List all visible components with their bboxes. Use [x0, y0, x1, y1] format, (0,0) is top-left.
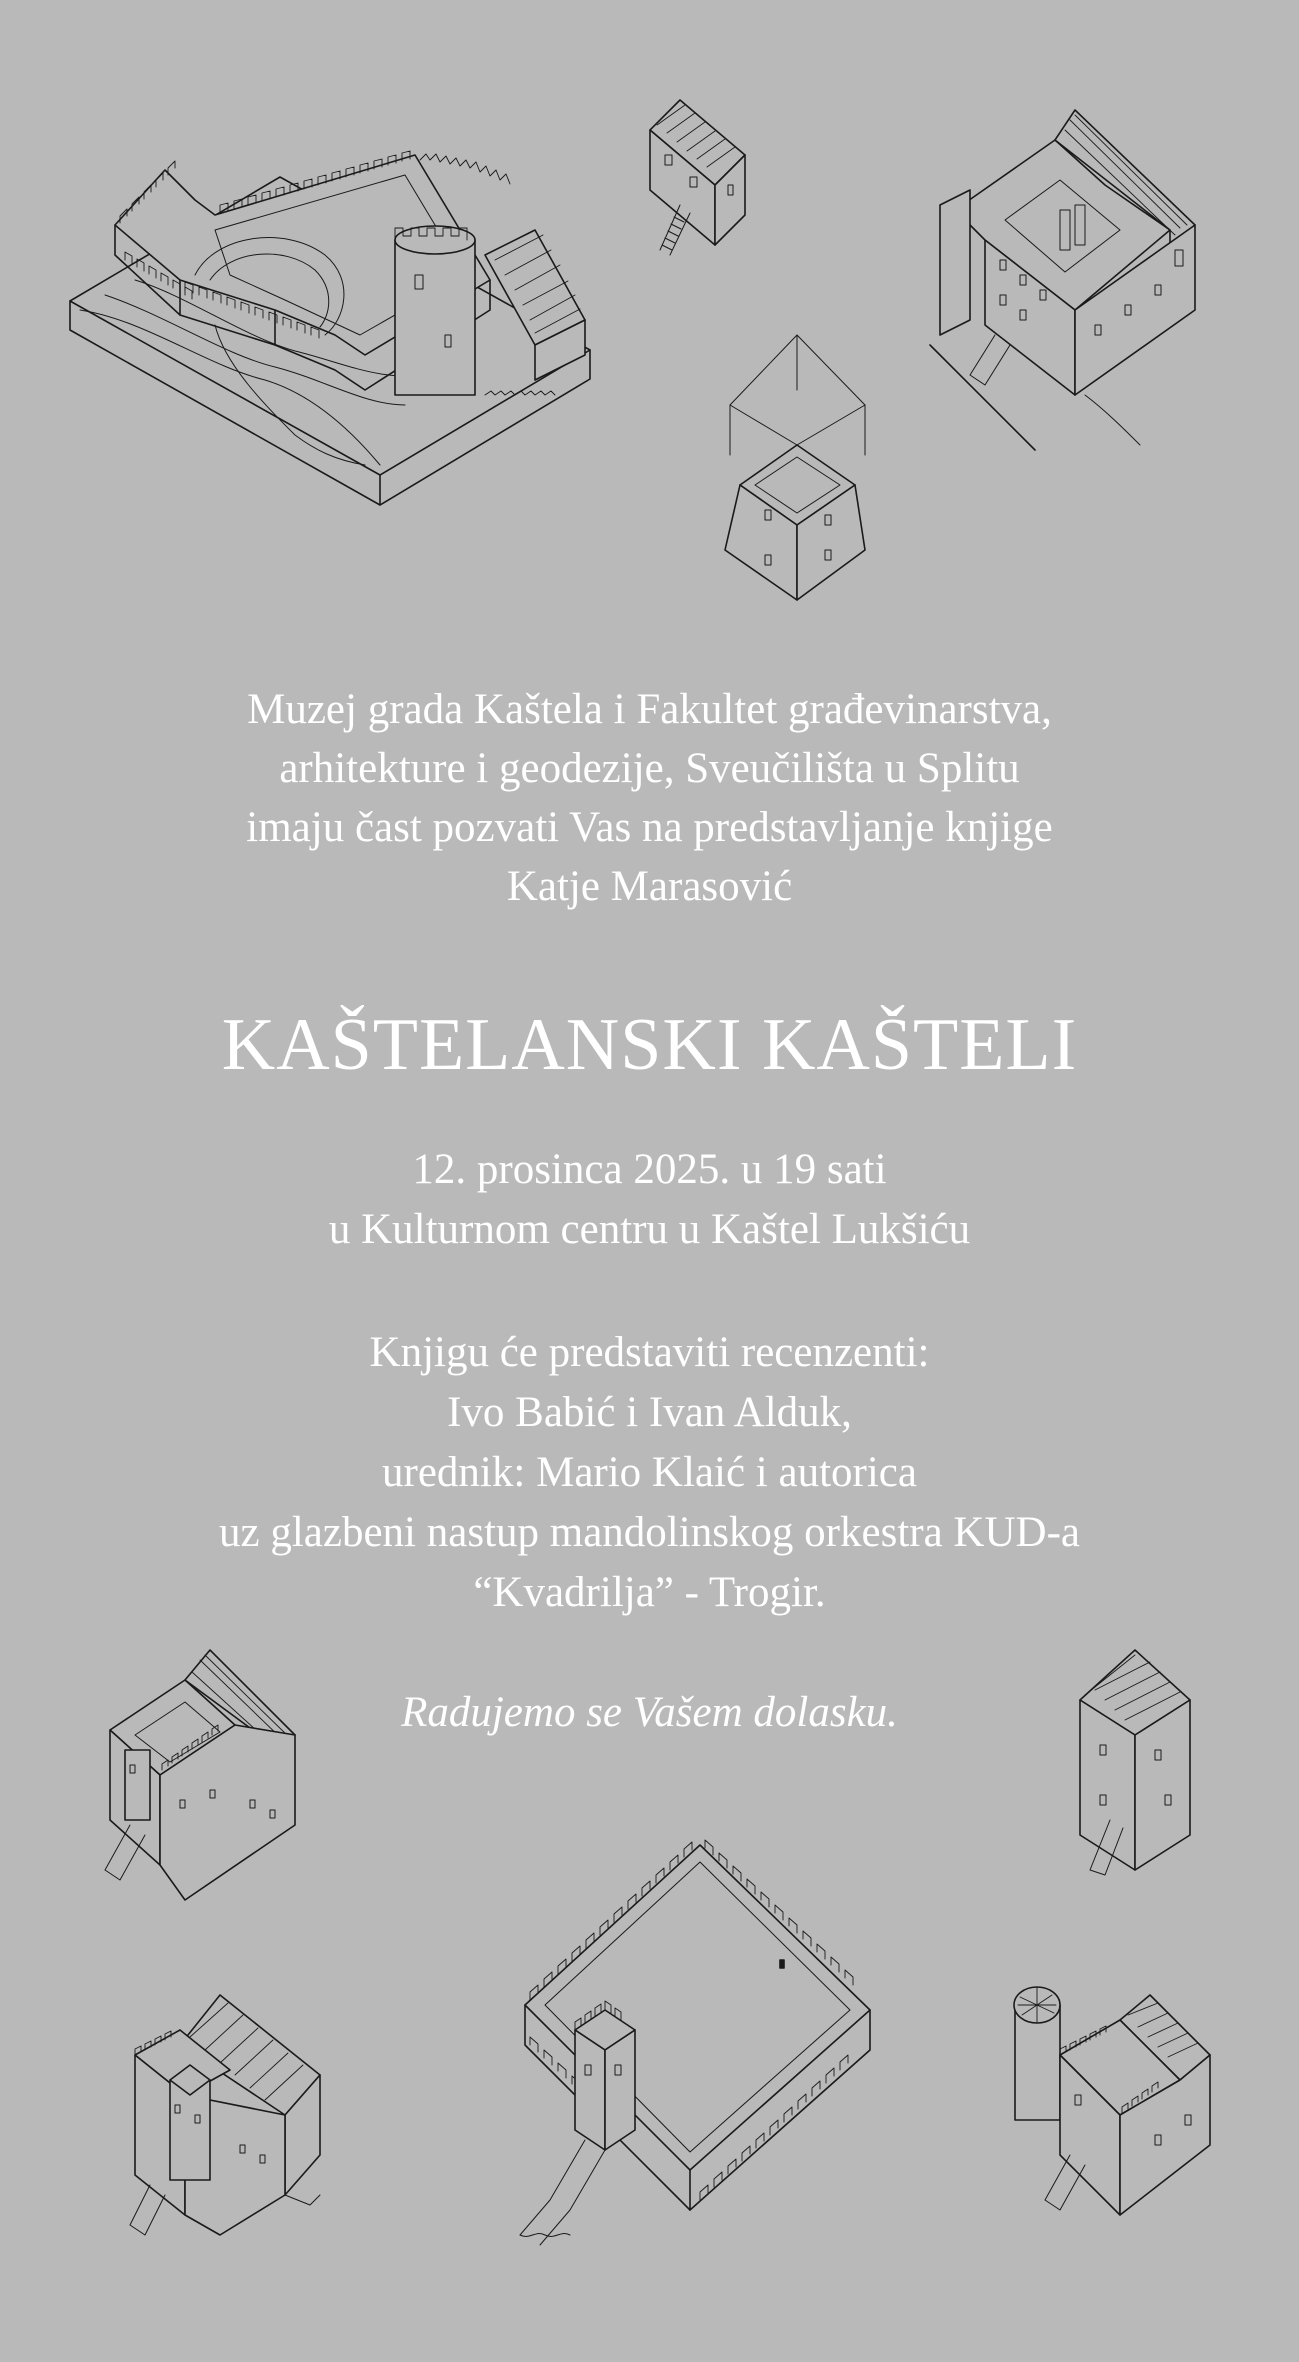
- invitation-intro: [0, 680, 1299, 916]
- event-venue: u Kulturnom centru u Kaštel Lukšiću: [328, 1206, 971, 1253]
- small-tower-house-drawing: [640, 95, 755, 260]
- square-fortress-drawing: [520, 1840, 875, 2250]
- closing-line: Radujemo se Vašem dolasku.: [401, 1689, 898, 1736]
- castle-with-bridge-drawing: [100, 1650, 300, 1910]
- intro-line-1: Muzej grada Kaštela i Fakultet građevinarstva,: [247, 686, 1052, 733]
- tall-tower-drawing: [1075, 1650, 1195, 1880]
- event-date-time: 12. prosinca 2025. u 19 sati: [412, 1146, 887, 1193]
- round-tower-castle-drawing: [1010, 1985, 1210, 2235]
- event-details: [0, 1140, 1299, 1260]
- presenters-line-5: “Kvadrilja” - Trogir.: [473, 1569, 826, 1616]
- presenters-line-1: Knjigu će predstaviti recenzenti:: [369, 1329, 930, 1376]
- walled-castle-drawing: [120, 1985, 330, 2245]
- fortress-complex-drawing: [65, 105, 595, 565]
- intro-line-3: imaju čast pozvati Vas na predstavljanje knjige: [246, 804, 1053, 851]
- intro-line-2: arhitekture i geodezije, Sveučilišta u Splitu: [279, 745, 1020, 792]
- presenters-block: [0, 1323, 1299, 1623]
- presenters-line-2: Ivo Babić i Ivan Alduk,: [447, 1389, 852, 1436]
- presenters-line-3: urednik: Mario Klaić i autorica: [382, 1449, 917, 1496]
- presenters-line-4: uz glazbeni nastup mandolinskog orkestra KUD-a: [219, 1509, 1080, 1556]
- book-title: KAŠTELANSKI KAŠTELI: [221, 1004, 1078, 1086]
- courtyard-castle-drawing: [925, 110, 1195, 450]
- square-tower-drawing: [725, 335, 870, 605]
- intro-line-4: Katje Marasović: [506, 863, 793, 910]
